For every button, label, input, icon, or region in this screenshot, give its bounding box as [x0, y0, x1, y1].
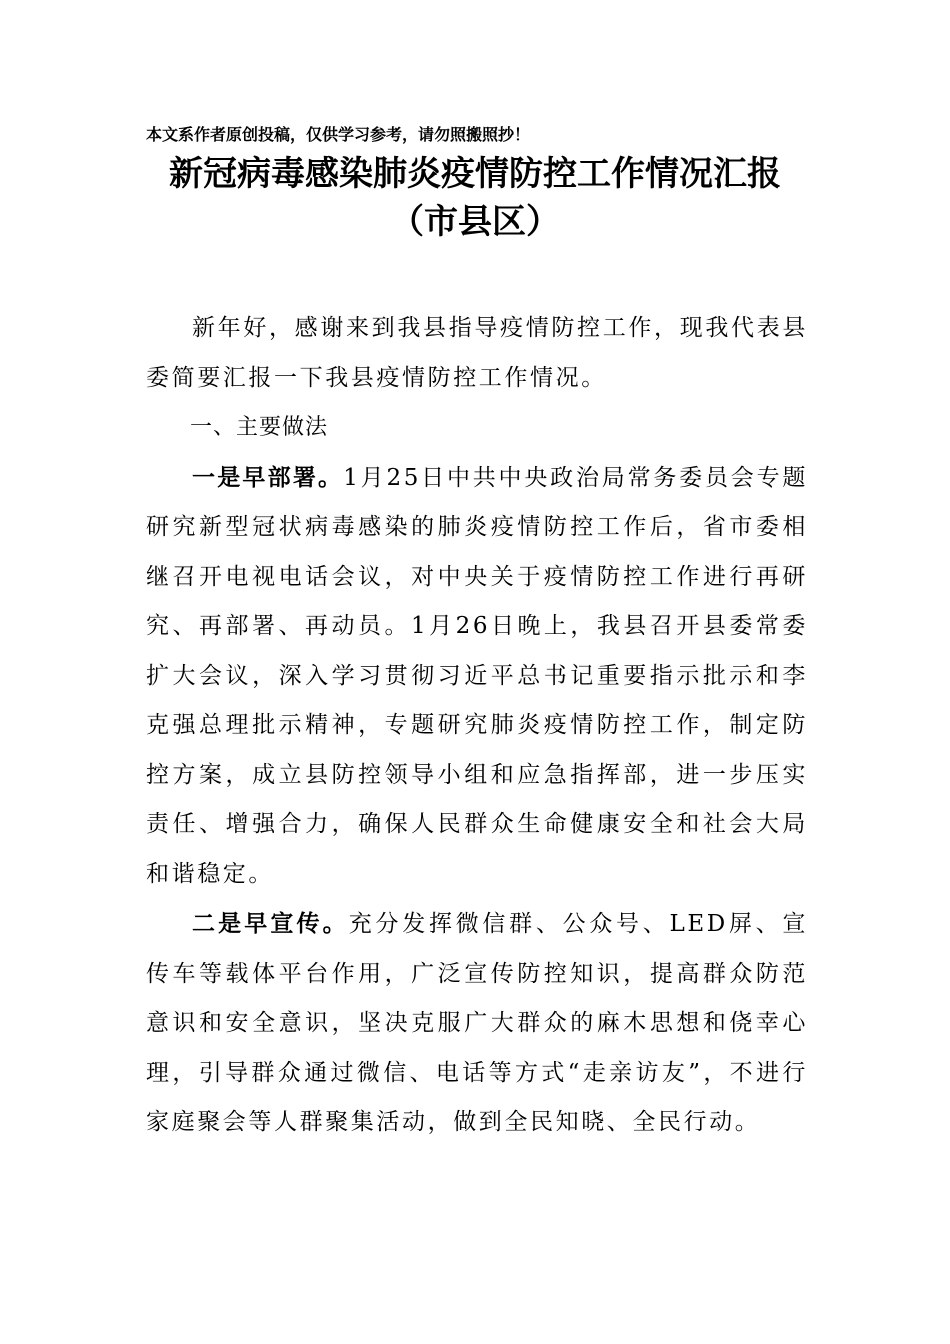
paragraph-early-publicity: [146, 899, 808, 1148]
document-title: 新冠病毒感染肺炎疫情防控工作情况汇报: [169, 154, 781, 194]
point-text-early-deployment: 1月25日中共中央政治局常务委员会专题研究新型冠状病毒感染的肺炎疫情防控工作后，省市委相继召开电视电话会议，对中央关于疫情防控工作进行再研究、再部署、再动员。1月26日晚上，我县召开县委常委扩大会议，深入学习贯彻习近平总书记重要指示批示和李克强总理批示精神，专题研究肺炎疫情防控工作，制定防控方案，成立县防控领导小组和应急指挥部，进一步压实责任、增强合力，确保人民群众生命健康安全和社会大局和谐稳定。: [146, 464, 808, 887]
point-lead-early-publicity: 二是早宣传。: [192, 910, 349, 937]
intro-paragraph: 新年好，感谢来到我县指导疫情防控工作，现我代表县委简要汇报一下我县疫情防控工作情况。: [146, 315, 808, 391]
document-subtitle: （市县区）: [390, 202, 560, 242]
paragraph-early-deployment: [146, 453, 808, 900]
point-text-early-publicity: 充分发挥微信群、公众号、LED屏、宣传车等载体平台作用，广泛宣传防控知识，提高群众防范意识和安全意识，坚决克服广大群众的麻木思想和侥幸心理，引导群众通过微信、电话等方式“走亲访友”，不进行家庭聚会等人群聚集活动，做到全民知晓、全民行动。: [146, 911, 809, 1135]
copyright-notice: 本文系作者原创投稿，仅供学习参考，请勿照搬照抄！: [146, 125, 531, 144]
document-body: [146, 304, 808, 1148]
point-lead-early-deployment: 一是早部署。: [192, 463, 344, 491]
section-heading-main-practices: 一、主要做法: [190, 415, 329, 440]
